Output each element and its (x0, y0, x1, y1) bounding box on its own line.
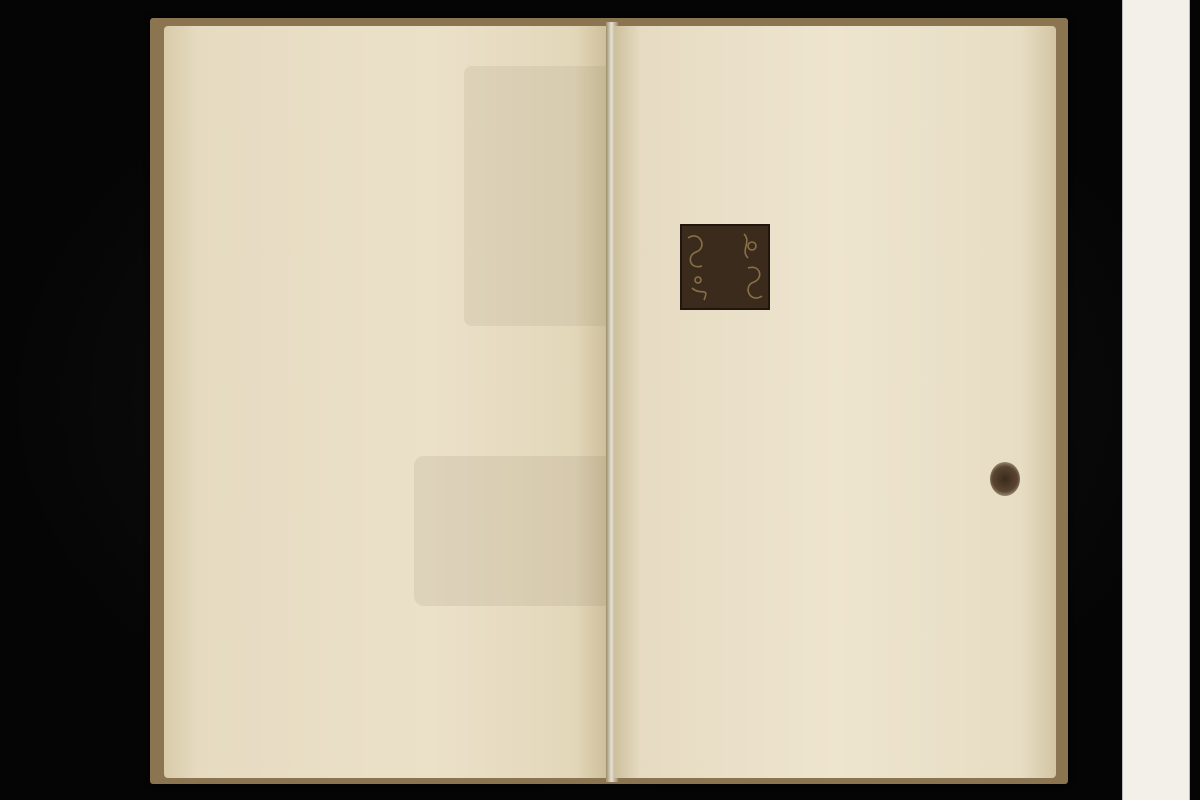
ink-stain (990, 462, 1020, 496)
right-page (614, 26, 1056, 778)
ruler-scale (1123, 0, 1189, 800)
left-page (164, 26, 610, 778)
drop-cap-letter (682, 226, 768, 308)
decorated-initial (680, 224, 770, 310)
show-through-shadow (414, 456, 624, 606)
measurement-ruler (1122, 0, 1190, 800)
